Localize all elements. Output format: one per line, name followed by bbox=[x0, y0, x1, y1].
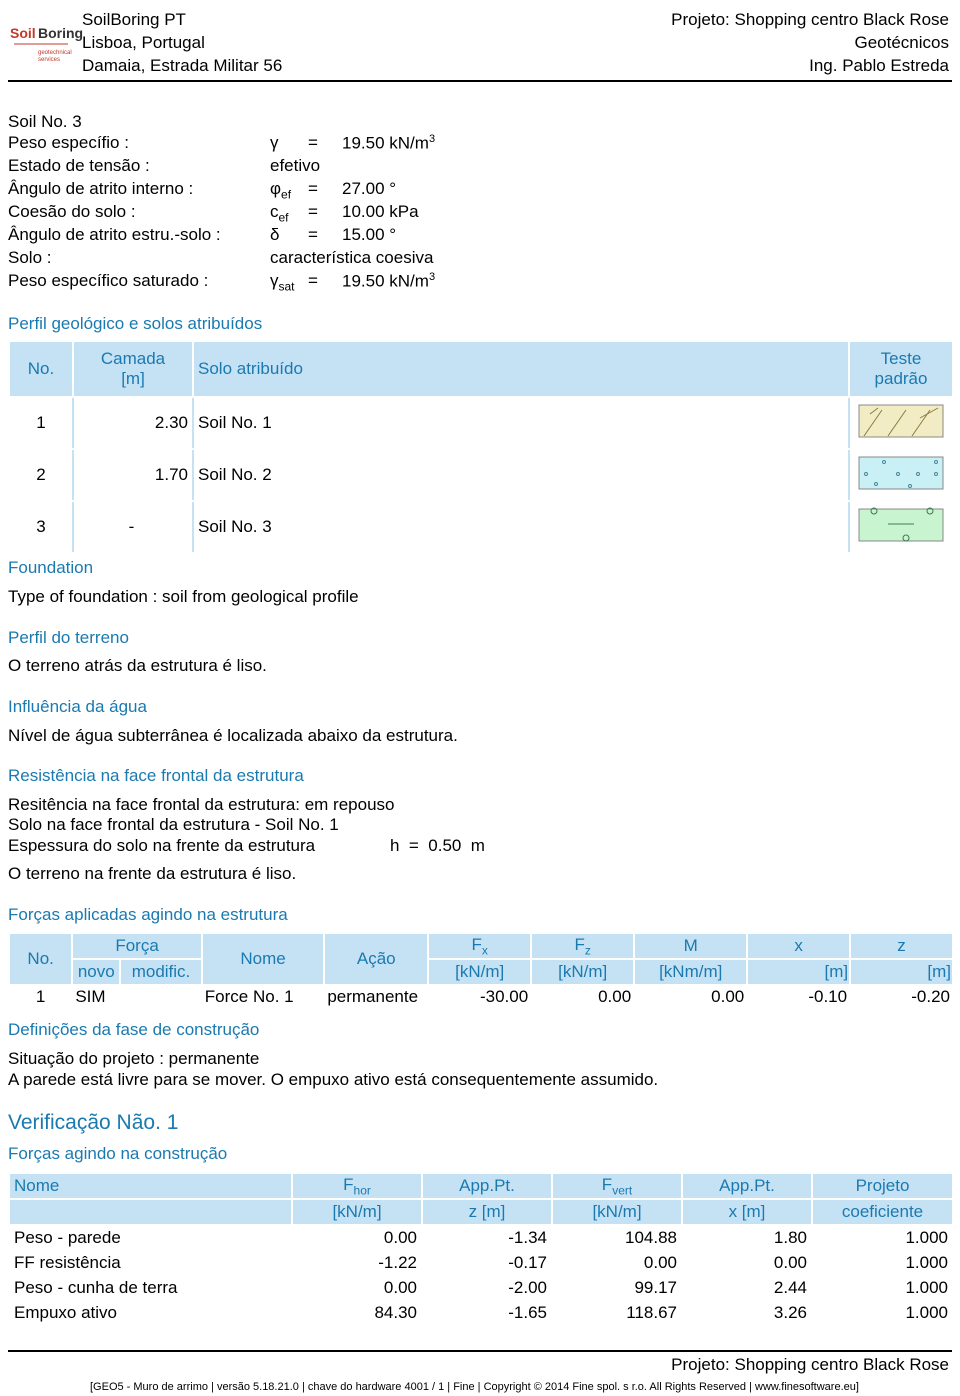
profile-table bbox=[8, 340, 954, 554]
footer-project: Projeto: Shopping centro Black Rose bbox=[671, 1355, 949, 1374]
company-city: Lisboa, Portugal bbox=[82, 33, 205, 52]
verification-row bbox=[9, 1250, 953, 1275]
soil-prop-symbol: δ bbox=[270, 225, 280, 244]
soil-prop-symbol: $c_{ef}$ bbox=[270, 202, 289, 225]
phase-title: Definições da fase de construção bbox=[8, 1020, 260, 1039]
profile-row bbox=[9, 397, 953, 449]
soil-prop-eq: = bbox=[308, 179, 318, 198]
v-col-fvert-unit: [kN/m] bbox=[552, 1199, 682, 1225]
verification-z: -1.34 bbox=[422, 1225, 552, 1250]
verification-z: -1.65 bbox=[422, 1300, 552, 1325]
resistance-thickness: h = 0.50 m bbox=[390, 836, 485, 855]
soil-prop-symbol: efetivo bbox=[270, 156, 321, 175]
verification-row bbox=[9, 1300, 953, 1325]
verification-coef: 1.000 bbox=[812, 1250, 953, 1275]
f-col-fx: $F_x$ bbox=[428, 933, 531, 959]
v-col-proj: Projeto bbox=[812, 1173, 953, 1199]
verification-row bbox=[9, 1225, 953, 1250]
profile-camada: 1.70 bbox=[73, 449, 193, 501]
f-col-nome: Nome bbox=[202, 933, 325, 985]
v-col-app1: App.Pt. bbox=[422, 1173, 552, 1199]
v-col-app1-unit: z [m] bbox=[422, 1199, 552, 1225]
resistance-line2: Solo na face frontal da estrutura - Soil No. 1 bbox=[8, 815, 339, 834]
v-col-fvert: $F_{vert}$ bbox=[552, 1173, 682, 1199]
col-no: No. bbox=[9, 341, 73, 397]
f-col-fx-unit: [kN/m] bbox=[428, 959, 531, 985]
v-col-app2: App.Pt. bbox=[682, 1173, 812, 1199]
f-col-no: No. bbox=[9, 933, 72, 985]
force-no: 1 bbox=[9, 985, 72, 1009]
f-col-m-unit: [kNm/m] bbox=[634, 959, 747, 985]
force-row bbox=[9, 985, 953, 1009]
footer-copyright: [GEO5 - Muro de arrimo | versão 5.18.21.0 | chave do hardware 4001 / 1 | Fine | Copyright © 2014 Fine spol. s r.o. All Rights Reserved | www.finesoftware.eu] bbox=[90, 1381, 859, 1393]
profile-no: 1 bbox=[9, 397, 73, 449]
force-x: -0.10 bbox=[747, 985, 850, 1009]
profile-row bbox=[9, 449, 953, 501]
foundation-text: Type of foundation : soil from geological profile bbox=[8, 587, 359, 606]
soil-prop-value: 10.00 kPa bbox=[342, 202, 419, 221]
profile-section-title: Perfil geológico e solos atribuídos bbox=[8, 314, 263, 333]
company-logo bbox=[8, 10, 84, 66]
verification-fhor: -1.22 bbox=[292, 1250, 422, 1275]
soil-prop-label: Peso específio : bbox=[8, 133, 129, 152]
profile-camada: 2.30 bbox=[73, 397, 193, 449]
soil-prop-value: 19.50 $kN/m^3$ bbox=[342, 271, 436, 291]
department: Geotécnicos bbox=[854, 33, 949, 52]
soil-prop-eq: = bbox=[308, 133, 318, 152]
verification-x: 1.80 bbox=[682, 1225, 812, 1250]
water-text: Nível de água subterrânea é localizada abaixo da estrutura. bbox=[8, 726, 458, 745]
profile-camada: - bbox=[73, 501, 193, 553]
f-col-fz: $F_z$ bbox=[531, 933, 634, 959]
company-name: SoilBoring PT bbox=[82, 10, 186, 29]
water-title: Influência da água bbox=[8, 697, 147, 716]
forces-title: Forças aplicadas agindo na estrutura bbox=[8, 905, 288, 924]
verification-title: Verificação Não. 1 bbox=[8, 1111, 179, 1134]
col-teste: Teste padrão bbox=[849, 341, 953, 397]
verification-fhor: 0.00 bbox=[292, 1275, 422, 1300]
phase-line2: A parede está livre para se mover. O empuxo ativo está consequentemente assumido. bbox=[8, 1070, 659, 1089]
svg-text:Soil: Soil bbox=[10, 25, 36, 41]
f-col-forca: Força bbox=[72, 933, 201, 959]
soil-prop-label: Ângulo de atrito estru.-solo : bbox=[8, 225, 221, 244]
force-z: -0.20 bbox=[850, 985, 953, 1009]
resistance-line1: Resitência na face frontal da estrutura: em repouso bbox=[8, 795, 395, 814]
verification-fhor: 84.30 bbox=[292, 1300, 422, 1325]
verification-fvert: 99.17 bbox=[552, 1275, 682, 1300]
f-col-novo: novo bbox=[72, 959, 120, 985]
profile-solo: Soil No. 2 bbox=[193, 449, 849, 501]
soil-pattern-swatch bbox=[858, 404, 944, 438]
col-camada: Camada [m] bbox=[73, 341, 193, 397]
profile-row bbox=[9, 501, 953, 553]
force-fz: 0.00 bbox=[531, 985, 634, 1009]
resistance-line4: O terreno na frente da estrutura é liso. bbox=[8, 864, 297, 883]
svg-text:geotechnical: geotechnical bbox=[38, 50, 72, 56]
f-col-x-unit: [m] bbox=[747, 959, 850, 985]
project-name: Projeto: Shopping centro Black Rose bbox=[671, 10, 949, 29]
verification-nome: Empuxo ativo bbox=[9, 1300, 292, 1325]
verification-x: 2.44 bbox=[682, 1275, 812, 1300]
phase-line1: Situação do projeto : permanente bbox=[8, 1049, 260, 1068]
verification-nome: FF resistência bbox=[9, 1250, 292, 1275]
soil-prop-value: 27.00 ° bbox=[342, 179, 397, 198]
v-col-nome: Nome bbox=[9, 1173, 292, 1199]
verification-table bbox=[8, 1172, 954, 1326]
soil-prop-symbol: $\varphi_{ef}$ bbox=[270, 179, 292, 202]
f-col-m: M bbox=[634, 933, 747, 959]
engineer: Ing. Pablo Estreda bbox=[809, 56, 949, 75]
profile-solo: Soil No. 3 bbox=[193, 501, 849, 553]
verification-coef: 1.000 bbox=[812, 1300, 953, 1325]
soil-prop-label: Peso específico saturado : bbox=[8, 271, 209, 290]
profile-no: 2 bbox=[9, 449, 73, 501]
terrain-text: O terreno atrás da estrutura é liso. bbox=[8, 656, 267, 675]
verification-fvert: 118.67 bbox=[552, 1300, 682, 1325]
soil-prop-eq: = bbox=[308, 271, 318, 290]
force-fx: -30.00 bbox=[428, 985, 531, 1009]
f-col-z: z bbox=[850, 933, 953, 959]
verification-nome: Peso - parede bbox=[9, 1225, 292, 1250]
v-col-fhor-unit: [kN/m] bbox=[292, 1199, 422, 1225]
soil-prop-symbol: característica coesiva bbox=[270, 248, 434, 267]
col-solo: Solo atribuído bbox=[193, 341, 849, 397]
profile-pattern bbox=[849, 501, 953, 553]
verification-x: 0.00 bbox=[682, 1250, 812, 1275]
verification-z: -0.17 bbox=[422, 1250, 552, 1275]
force-m: 0.00 bbox=[634, 985, 747, 1009]
soil-prop-eq: = bbox=[308, 202, 318, 221]
verification-subtitle: Forças agindo na construção bbox=[8, 1144, 228, 1163]
profile-pattern bbox=[849, 397, 953, 449]
verification-z: -2.00 bbox=[422, 1275, 552, 1300]
force-nome: Force No. 1 bbox=[202, 985, 325, 1009]
f-col-modific: modific. bbox=[120, 959, 202, 985]
verification-fvert: 0.00 bbox=[552, 1250, 682, 1275]
footer-divider bbox=[8, 1350, 952, 1352]
verification-row bbox=[9, 1275, 953, 1300]
f-col-fz-unit: [kN/m] bbox=[531, 959, 634, 985]
soil-prop-value: 19.50 $kN/m^3$ bbox=[342, 133, 436, 153]
verification-fvert: 104.88 bbox=[552, 1225, 682, 1250]
force-novo: SIM bbox=[72, 985, 201, 1009]
soil-title: Soil No. 3 bbox=[8, 112, 82, 131]
forces-table bbox=[8, 932, 954, 1010]
soil-prop-value: 15.00 ° bbox=[342, 225, 397, 244]
soil-prop-label: Ângulo de atrito interno : bbox=[8, 179, 194, 198]
soil-prop-symbol: γ bbox=[270, 133, 279, 152]
soil-prop-label: Coesão do solo : bbox=[8, 202, 136, 221]
svg-text:services: services bbox=[38, 57, 61, 63]
force-acao: permanente bbox=[324, 985, 428, 1009]
verification-nome: Peso - cunha de terra bbox=[9, 1275, 292, 1300]
profile-pattern bbox=[849, 449, 953, 501]
v-col-proj-unit: coeficiente bbox=[812, 1199, 953, 1225]
profile-solo: Soil No. 1 bbox=[193, 397, 849, 449]
verification-x: 3.26 bbox=[682, 1300, 812, 1325]
soil-prop-label: Solo : bbox=[8, 248, 52, 267]
profile-no: 3 bbox=[9, 501, 73, 553]
v-col-app2-unit: x [m] bbox=[682, 1199, 812, 1225]
verification-coef: 1.000 bbox=[812, 1275, 953, 1300]
terrain-title: Perfil do terreno bbox=[8, 628, 129, 647]
f-col-z-unit: [m] bbox=[850, 959, 953, 985]
soil-pattern-swatch bbox=[858, 456, 944, 490]
svg-text:Boring: Boring bbox=[38, 25, 84, 41]
resistance-line3: Espessura do solo na frente da estrutura bbox=[8, 836, 316, 855]
soil-prop-eq: = bbox=[308, 225, 318, 244]
soil-prop-label: Estado de tensão : bbox=[8, 156, 150, 175]
company-address: Damaia, Estrada Militar 56 bbox=[82, 56, 283, 75]
verification-coef: 1.000 bbox=[812, 1225, 953, 1250]
f-col-x: x bbox=[747, 933, 850, 959]
resistance-title: Resistência na face frontal da estrutura bbox=[8, 766, 304, 785]
soil-prop-symbol: $\gamma_{sat}$ bbox=[270, 271, 295, 294]
verification-fhor: 0.00 bbox=[292, 1225, 422, 1250]
header-divider bbox=[8, 80, 952, 82]
soil-pattern-swatch bbox=[858, 508, 944, 542]
f-col-acao: Ação bbox=[324, 933, 428, 985]
v-col-fhor: $F_{hor}$ bbox=[292, 1173, 422, 1199]
foundation-title: Foundation bbox=[8, 558, 94, 577]
